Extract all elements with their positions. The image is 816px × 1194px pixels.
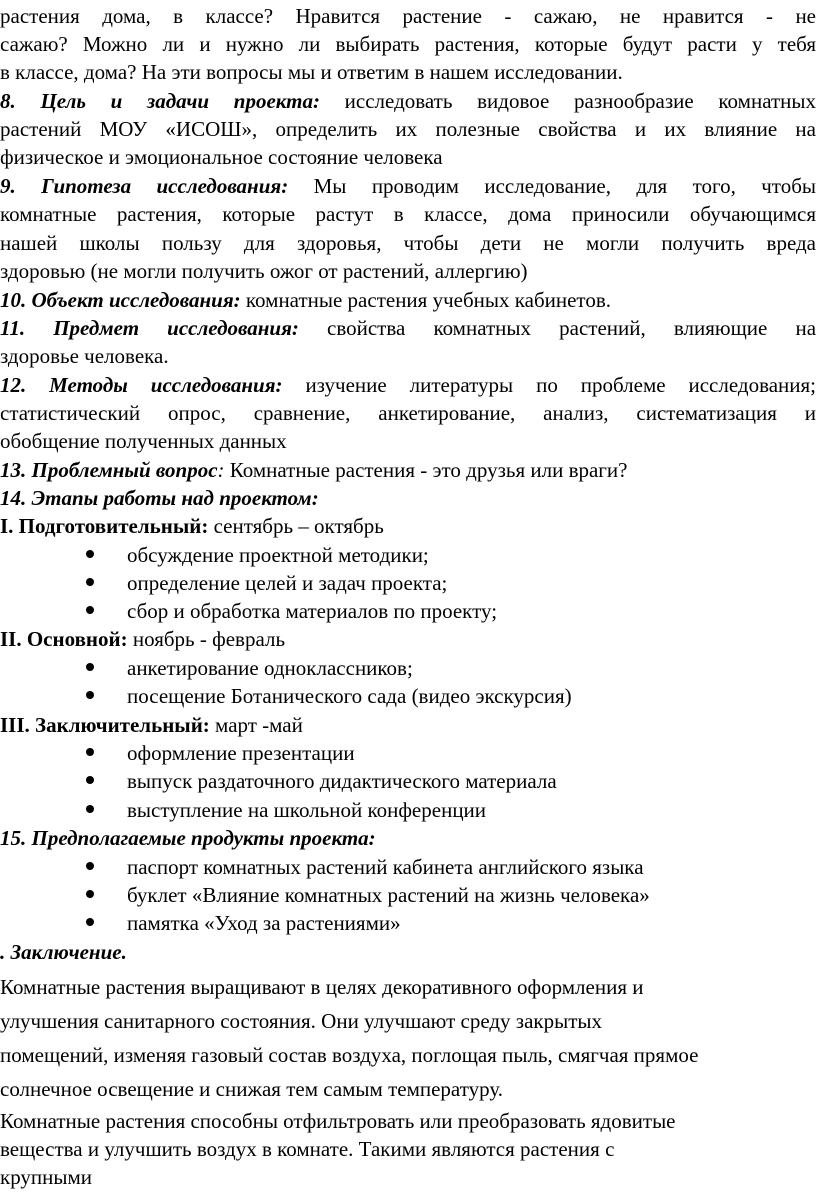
intro-line: в классе, дома? На эти вопросы мы и ответим в нашем исследовании. <box>0 60 623 84</box>
bullet-icon <box>86 805 94 813</box>
bullet-icon <box>86 862 94 870</box>
section-10-heading: 10. Объект исследования: <box>0 288 241 312</box>
section-12-heading: 12. Методы исследования: <box>0 373 283 397</box>
conclusion-line: крупными <box>0 1165 93 1189</box>
section-13-heading: 13. Проблемный вопрос <box>0 458 218 482</box>
bullet-icon <box>86 663 94 671</box>
list-item-text: выпуск раздаточного дидактического материала <box>127 769 557 793</box>
section-9-line: здоровью (не могли получить ожог от растений, аллергию) <box>0 259 528 283</box>
section-9-line: комнатные растения, которые растут в классе, дома приносили обучающимся <box>0 202 816 226</box>
section-9-line <box>0 172 816 200</box>
stage-2-line <box>0 625 816 653</box>
list-item-text: обсуждение проектной методики; <box>127 543 429 567</box>
stage-3-dates: март -май <box>209 713 303 737</box>
list-item-text: анкетирование одноклассников; <box>127 656 413 680</box>
section-8-text: исследовать видовое разнообразие комнатных <box>319 89 816 113</box>
stage-1-line <box>0 512 816 540</box>
bullet-icon <box>86 691 94 699</box>
stage-2-dates: ноябрь - февраль <box>127 627 286 651</box>
section-11-line <box>0 314 816 342</box>
bullet-icon <box>86 890 94 898</box>
conclusion-line: помещений, изменяя газовый состав воздуха, поглощая пыль, смягчая прямое <box>0 1043 699 1067</box>
section-10-text: комнатные растения учебных кабинетов. <box>240 288 612 312</box>
list-item-text: памятка «Уход за растениями» <box>127 911 401 935</box>
section-8-line <box>0 87 816 115</box>
intro-line: растения дома, в классе? Нравится растение - сажаю, не нравится - не <box>0 4 816 28</box>
conclusion-line: улучшения санитарного состояния. Они улучшают среду закрытых <box>0 1009 603 1033</box>
list-item-text: оформление презентации <box>127 741 355 765</box>
section-13-text: Комнатные растения - это друзья или враги? <box>224 458 628 482</box>
list-item-text: посещение Ботанического сада (видео экскурсия) <box>127 684 572 708</box>
section-14-heading: 14. Этапы работы над проектом: <box>0 486 319 510</box>
section-10-line <box>0 286 816 314</box>
conclusion-line: Комнатные растения способны отфильтровать или преобразовать ядовитые <box>0 1109 676 1133</box>
stage-3-label: III. Заключительный: <box>0 713 210 737</box>
bullet-icon <box>86 578 94 586</box>
section-12-line <box>0 371 816 399</box>
stage-2-label: II. Основной: <box>0 627 128 651</box>
bullet-icon <box>86 606 94 614</box>
section-12-line: статистический опрос, сравнение, анкетирование, анализ, систематизация и <box>0 401 816 425</box>
list-item-text: выступление на школьной конференции <box>127 798 487 822</box>
stage-1-label: I. Подготовительный: <box>0 514 209 538</box>
intro-line: сажаю? Можно ли и нужно ли выбирать растения, которые будут расти у тебя <box>0 32 816 56</box>
section-8-line: физическое и эмоциональное состояние человека <box>0 145 443 169</box>
section-9-text: Мы проводим исследование, для того, чтобы <box>288 174 816 198</box>
conclusion-line: Комнатные растения выращивают в целях декоративного оформления и <box>0 975 644 999</box>
list-item-text: сбор и обработка материалов по проекту; <box>127 599 498 623</box>
section-13-colon: : <box>217 458 225 482</box>
section-11-line: здоровье человека. <box>0 344 169 368</box>
section-15-heading: 15. Предполагаемые продукты проекта: <box>0 826 376 850</box>
stage-1-dates: сентябрь – октябрь <box>208 514 384 538</box>
section-12-line: обобщение полученных данных <box>0 429 287 453</box>
section-8-line: растений МОУ «ИСОШ», определить их полезные свойства и их влияние на <box>0 117 816 141</box>
list-item-text: паспорт комнатных растений кабинета английского языка <box>127 855 644 879</box>
section-9-line: нашей школы пользу для здоровья, чтобы дети не могли получить вреда <box>0 231 816 255</box>
section-9-heading: 9. Гипотеза исследования: <box>0 174 289 198</box>
section-12-text: изучение литературы по проблеме исследования; <box>282 373 816 397</box>
bullet-icon <box>86 776 94 784</box>
section-11-text: свойства комнатных растений, влияющие на <box>298 316 816 340</box>
list-item-text: буклет «Влияние комнатных растений на жизнь человека» <box>127 883 650 907</box>
bullet-icon <box>86 918 94 926</box>
bullet-icon <box>86 550 94 558</box>
bullet-icon <box>86 748 94 756</box>
conclusion-heading: . Заключение. <box>0 940 127 964</box>
list-item-text: определение целей и задач проекта; <box>127 571 448 595</box>
section-11-heading: 11. Предмет исследования: <box>0 316 299 340</box>
conclusion-line: вещества и улучшить воздух в комнате. Такими являются растения с <box>0 1137 615 1161</box>
conclusion-line: солнечное освещение и снижая тем самым температуру. <box>0 1077 503 1101</box>
stage-3-line <box>0 711 816 739</box>
section-8-heading: 8. Цель и задачи проекта: <box>0 89 320 113</box>
section-13-line <box>0 456 816 484</box>
